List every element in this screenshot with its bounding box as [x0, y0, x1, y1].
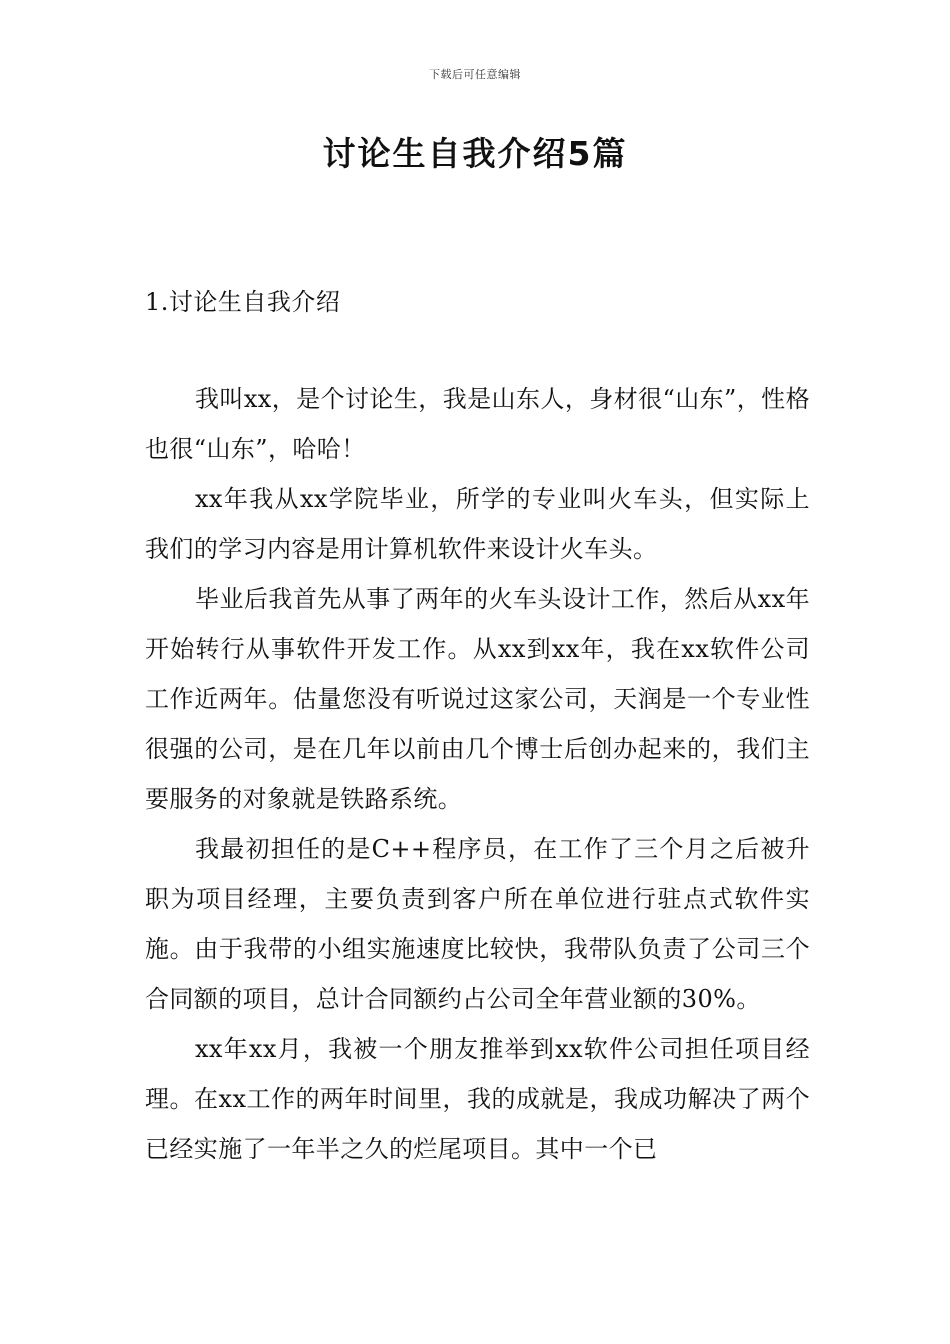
section-heading: 1.讨论生自我介绍 — [145, 288, 341, 316]
header-note: 下载后可任意编辑 — [429, 68, 521, 81]
paragraph: xx年我从xx学院毕业，所学的专业叫火车头，但实际上我们的学习内容是用计算机软件来设计火车头。 — [145, 485, 810, 563]
document-title: 讨论生自我介绍5篇 — [322, 134, 628, 173]
paragraph: xx年xx月，我被一个朋友推举到xx软件公司担任项目经理。在xx工作的两年时间里，我的成就是，我成功解决了两个已经实施了一年半之久的烂尾项目。其中一个已 — [145, 1035, 810, 1163]
paragraph: 我最初担任的是C++程序员，在工作了三个月之后被升职为项目经理，主要负责到客户所在单位进行驻点式软件实施。由于我带的小组实施速度比较快，我带队负责了公司三个合同额的项目，总计合同额约占公司全年营业额的30%。 — [145, 835, 810, 1013]
document-body — [145, 374, 810, 1174]
paragraph: 毕业后我首先从事了两年的火车头设计工作，然后从xx年开始转行从事软件开发工作。从xx到xx年，我在xx软件公司工作近两年。估量您没有听说过这家公司，天润是一个专业性很强的公司，是在几年以前由几个博士后创办起来的，我们主要服务的对象就是铁路系统。 — [145, 585, 810, 813]
paragraph: 我叫xx，是个讨论生，我是山东人，身材很“山东”，性格也很“山东”，哈哈！ — [145, 385, 810, 463]
